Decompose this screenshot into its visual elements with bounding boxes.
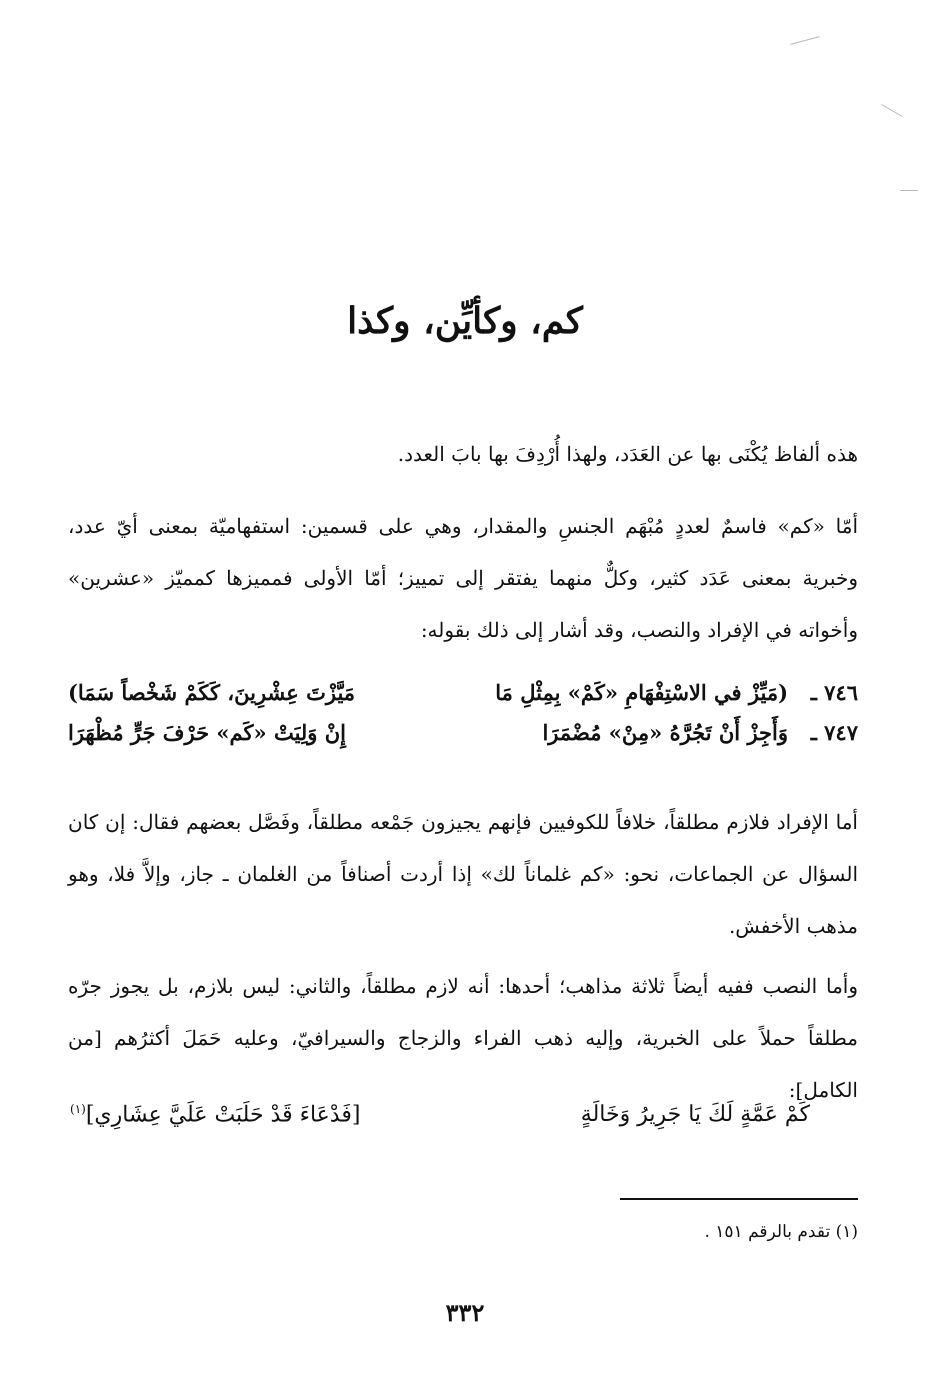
- poem-first-hemistich: كَمْ عَمَّةٍ لَكَ يَا جَرِيرُ وَخَالَةٍ: [580, 1102, 810, 1127]
- paragraph-intro: هذه ألفاظ يُكْنَى بها عن العَدَد، ولهذا أُرْدِفَ بها بابَ العدد.: [397, 442, 858, 466]
- footnote: (١) تقدم بالرقم ١٥١ .: [704, 1222, 858, 1242]
- paragraph-kam-types: أمّا «كم» فاسمٌ لعددٍ مُبْهَم الجنسِ والمقدار، وهي على قسمين: استفهاميّة بمعنى أيّ عدد، وخبرية بمعنى عَدَد كثير، وكلٌّ منهما يفتقر إلى تمييز؛ أمّا الأولى فمميزها كمميّز «عشرين» وأخواته في الإفراد والنصب، وقد أشار إلى ذلك بقوله:: [68, 514, 858, 642]
- verse-first-hemistich: (مَيِّزْ في الاسْتِفْهَامِ «كَمْ» بِمِثْلِ مَا: [495, 680, 788, 705]
- paragraph-nasb: وأما النصب ففيه أيضاً ثلاثة مذاهب؛ أحدها: أنه لازم مطلقاً، والثاني: ليس بلازم، بل يجوز جرّه مطلقاً حملاً على الخبرية، وإليه ذهب الفراء والزجاج والسيرافيّ، وعليه حَمَلَ أكثرُهم [من الكامل]:: [68, 974, 858, 1102]
- verse-second-hemistich: مَيَّزْتَ عِشْرِينَ، كَكَمْ شَخْصاً سَمَا): [68, 680, 356, 705]
- verse-second-hemistich: إِنْ وَلِيَتْ «كَم» حَرْفَ جَرٍّ مُظْهَرَا: [68, 720, 347, 745]
- verse-number: ٧٤٦ ـ: [810, 680, 858, 705]
- poem-second-hemistich: [فَدْعَاءَ قَدْ حَلَبَتْ عَلَيَّ عِشَارِي]: [85, 1102, 361, 1128]
- footnote-separator: [620, 1198, 858, 1200]
- scan-mark: [900, 190, 918, 191]
- scan-mark: [790, 36, 819, 45]
- verse-746: [68, 680, 858, 720]
- paragraph-ifrad: أما الإفراد فلازم مطلقاً، خلافاً للكوفيين فإنهم يجيزون جَمْعه مطلقاً، وفَصَّل بعضهم فقال: إن كان السؤال عن الجماعات، نحو: «كم غلماناً لك» إذا أردت أصنافاً من الغلمان ـ جاز، وإلاَّ فلا، وهو مذهب الأخفش.: [68, 810, 858, 938]
- poem-second-hemistich-group: [70, 1102, 360, 1127]
- footnote-reference: (١): [70, 1102, 86, 1116]
- scan-mark: [881, 104, 902, 117]
- poem-line: [70, 1102, 810, 1146]
- verse-747: [68, 720, 858, 760]
- verse-number: ٧٤٧ ـ: [810, 720, 858, 745]
- chapter-title: كم، وكأيِّن، وكذا: [347, 300, 583, 342]
- page-number: ٣٣٢: [445, 1298, 485, 1327]
- verse-first-hemistich: وَأَجِزْ أَنْ تَجُرَّهُ «مِنْ» مُضْمَرَا: [542, 720, 788, 745]
